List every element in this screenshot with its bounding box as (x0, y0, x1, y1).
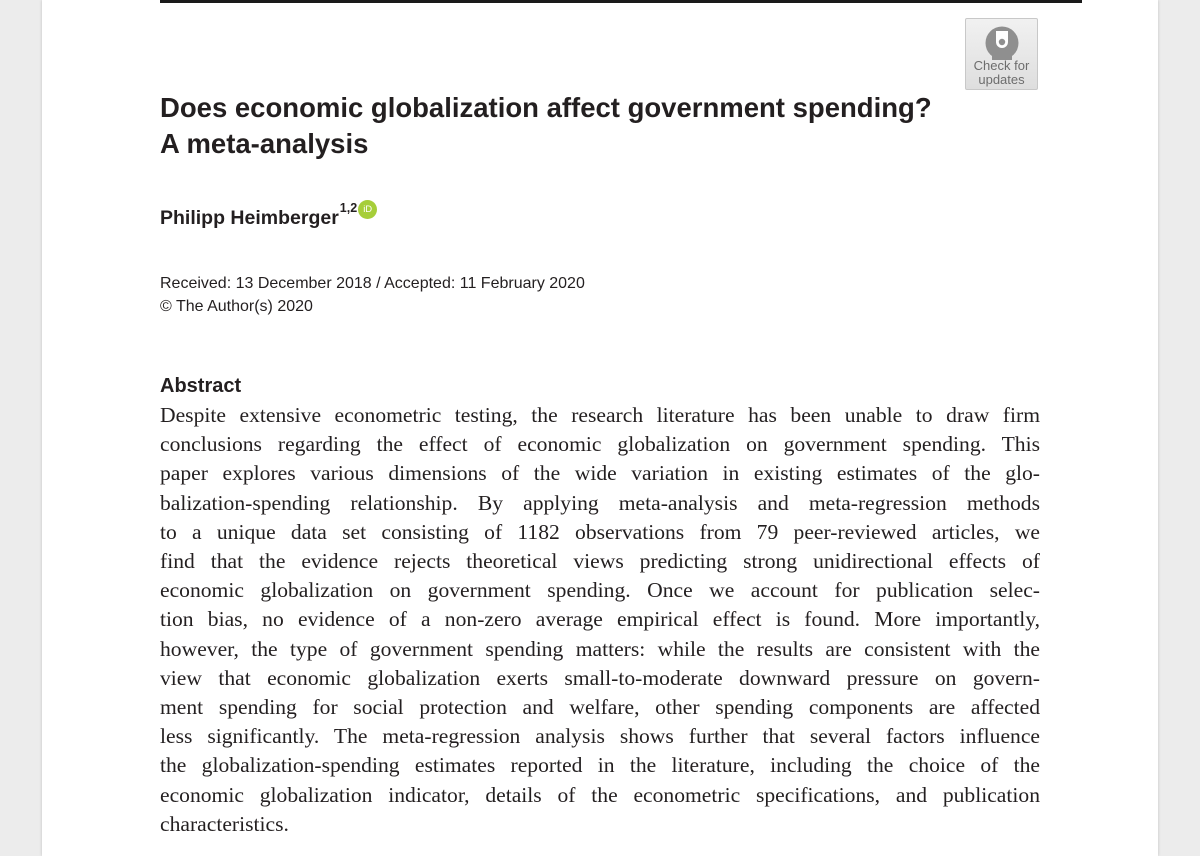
abstract-line: view that economic globalization exerts small-to-moderate downward pressure on govern- (160, 665, 1040, 690)
badge-label-line-2: updates (978, 72, 1025, 87)
abstract-line: to a unique data set consisting of 1182 observations from 79 peer-reviewed articles, we (160, 519, 1040, 544)
abstract-line: less significantly. The meta-regression analysis shows further that several factors influence (160, 724, 1040, 749)
abstract-line: economic globalization on government spending. Once we account for publication selec- (160, 578, 1040, 603)
article-meta (160, 272, 585, 318)
paper-page (42, 0, 1158, 856)
abstract-line: Despite extensive econometric testing, the research literature has been unable to draw firm (160, 403, 1040, 427)
paper-title (160, 90, 1040, 162)
abstract-line: characteristics. (160, 811, 289, 836)
abstract-heading: Abstract (160, 375, 242, 397)
paper-title-line-2: A meta-analysis (160, 128, 369, 159)
author-name: Philipp Heimberger (160, 207, 339, 229)
abstract-line: tion bias, no evidence of a non-zero average empirical effect is found. More importantly, (160, 607, 1040, 632)
abstract-line: paper explores various dimensions of the wide variation in existing estimates of the glo- (160, 461, 1040, 486)
abstract-body (160, 401, 1040, 839)
badge-label (966, 59, 1037, 87)
author-line (160, 201, 377, 231)
paper-title-line-1: Does economic globalization affect government spending? (160, 92, 932, 123)
abstract-line: economic globalization indicator, details of the econometric specifications, and publication (160, 782, 1040, 807)
header-rule (160, 0, 1082, 3)
orcid-icon[interactable]: iD (358, 200, 377, 219)
abstract-line: however, the type of government spending matters: while the results are consistent with the (160, 636, 1040, 661)
check-for-updates-badge[interactable] (965, 18, 1038, 90)
abstract-line: ment spending for social protection and welfare, other spending components are affected (160, 695, 1040, 720)
badge-label-line-1: Check for (973, 58, 1030, 73)
copyright-notice: © The Author(s) 2020 (160, 298, 313, 315)
abstract-line: conclusions regarding the effect of economic globalization on government spending. This (160, 432, 1040, 457)
received-accepted-dates: Received: 13 December 2018 / Accepted: 11 February 2020 (160, 275, 585, 292)
abstract-line: the globalization-spending estimates reported in the literature, including the choice of the (160, 753, 1040, 778)
crossmark-icon (983, 24, 1021, 62)
author-affiliations: 1,2 (339, 201, 358, 215)
abstract-line: find that the evidence rejects theoretical views predicting strong unidirectional effects of (160, 549, 1040, 574)
abstract-line: balization-spending relationship. By applying meta-analysis and meta-regression methods (160, 490, 1040, 515)
